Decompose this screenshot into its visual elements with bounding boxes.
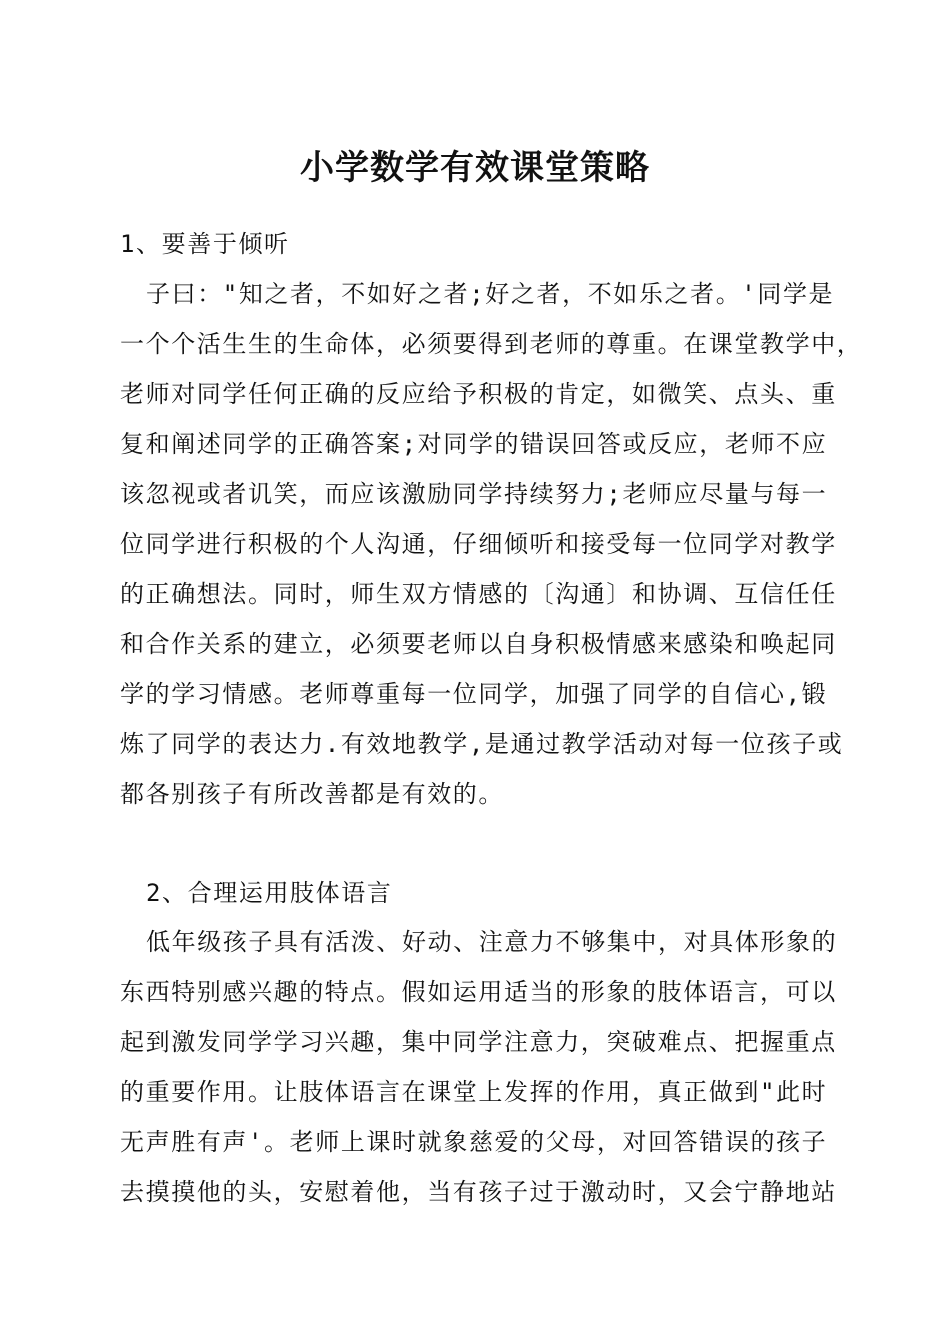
paragraph-line: 都各别孩子有所改善都是有效的。: [120, 780, 504, 808]
paragraph-line: 复和阐述同学的正确答案;对同学的错误回答或反应，老师不应: [120, 430, 828, 458]
paragraph-line: 低年级孩子具有活泼、好动、注意力不够集中，对具体形象的: [146, 928, 838, 956]
paragraph-line: 和合作关系的建立，必须要老师以自身积极情感来感染和唤起同: [120, 630, 837, 658]
paragraph-line: 的重要作用。让肢体语言在课堂上发挥的作用，真正做到"此时: [120, 1078, 828, 1106]
paragraph-line: 位同学进行积极的个人沟通，仔细倾听和接受每一位同学对教学: [120, 530, 837, 558]
document-title: 小学数学有效课堂策略: [300, 148, 650, 188]
paragraph-line: 东西特别感兴趣的特点。假如运用适当的形象的肢体语言，可以: [120, 978, 837, 1006]
section-heading-2: 2、合理运用肢体语言: [146, 879, 393, 907]
paragraph-line: 老师对同学任何正确的反应给予积极的肯定，如微笑、点头、重: [120, 380, 837, 408]
paragraph-line: 该忽视或者讥笑，而应该激励同学持续努力;老师应尽量与每一: [120, 480, 828, 508]
paragraph-line: 炼了同学的表达力.有效地教学,是通过教学活动对每一位孩子或: [120, 730, 844, 758]
paragraph-line: 学的学习情感。老师尊重每一位同学，加强了同学的自信心,锻: [120, 680, 828, 708]
paragraph-line: 无声胜有声'。老师上课时就象慈爱的父母，对回答错误的孩子: [120, 1128, 828, 1156]
paragraph-line: 一个个活生生的生命体，必须要得到老师的尊重。在课堂教学中，: [120, 330, 863, 358]
paragraph-line: 起到激发同学学习兴趣，集中同学注意力，突破难点、把握重点: [120, 1028, 837, 1056]
paragraph-line: 的正确想法。同时，师生双方情感的〔沟通〕和协调、互信任任: [120, 580, 837, 608]
paragraph-line: 去摸摸他的头，安慰着他，当有孩子过于激动时，又会宁静地站: [120, 1178, 837, 1206]
paragraph-line: 子曰："知之者，不如好之者;好之者，不如乐之者。'同学是: [146, 280, 835, 308]
section-heading-1: 1、要善于倾听: [120, 230, 290, 258]
